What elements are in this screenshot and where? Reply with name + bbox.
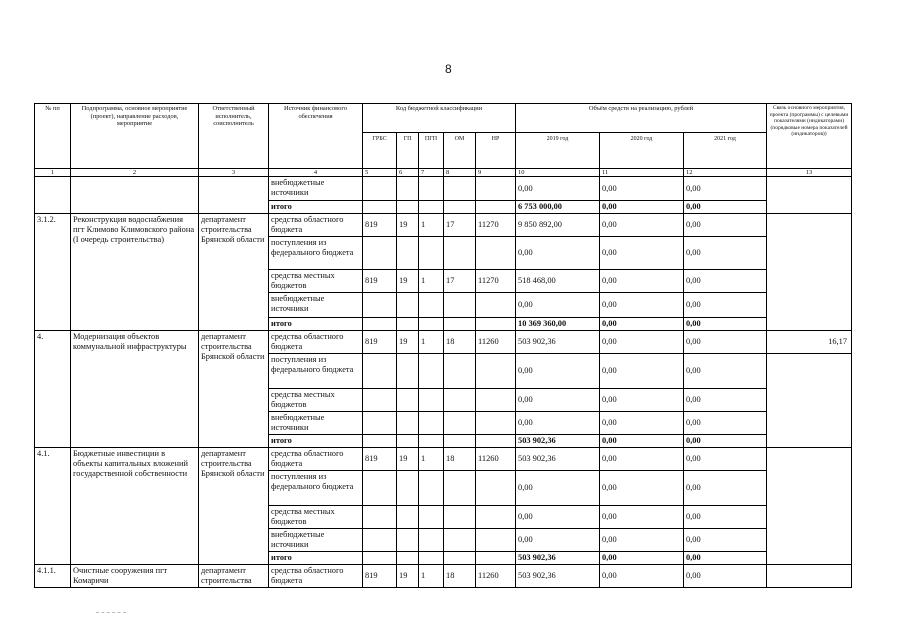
table-row-total: итого 503 902,36 0,00 0,00 — [35, 435, 852, 448]
row-name: Очистные сооружения пгт Комаричи — [71, 565, 199, 588]
index-cell: 9 — [476, 169, 516, 177]
table-row: 4.1. Бюджетные инвестиции в объекты капитальных вложений государственной собственности департамент строительства Брянской области средства областного бюджета 819 19 1 18 11260 503 902,36 0,00 0,00 — [35, 448, 852, 471]
table-row: средства местных бюджетов 819 19 1 17 11270 518 468,00 0,00 0,00 — [35, 270, 852, 293]
header-program: Подпрограмма, основное мероприятие (проект), направление расходов, мероприятие — [71, 104, 199, 169]
table-row: поступления из федерального бюджета 0,00 0,00 0,00 — [35, 237, 852, 270]
table-row: внебюджетные источники 0,00 0,00 0,00 — [35, 177, 852, 201]
header-grbs: ГРБС — [363, 133, 397, 169]
table-row-total: итого 10 369 360,00 0,00 0,00 — [35, 318, 852, 331]
header-executor: Ответственный исполнитель, соисполнитель — [199, 104, 269, 169]
table-row-total: итого 503 902,36 0,00 0,00 — [35, 552, 852, 565]
index-cell: 1 — [35, 169, 71, 177]
index-cell: 12 — [684, 169, 767, 177]
index-cell: 4 — [269, 169, 363, 177]
table-row: средства местных бюджетов 0,00 0,00 0,00 — [35, 506, 852, 529]
table-row: поступления из федерального бюджета 0,00 0,00 0,00 — [35, 354, 852, 389]
header-om: ОМ — [444, 133, 476, 169]
source-label: внебюджетные источники — [269, 177, 363, 201]
row-executor: департамент строительства Брянской области — [199, 214, 269, 331]
row-name: Реконструкция водоснабжения пгт Климово Климовского района (I очередь строительства) — [71, 214, 199, 331]
row-executor: департамент строительства Брянской области — [199, 448, 269, 565]
row-name: Бюджетные инвестиции в объекты капитальных вложений государственной собственности — [71, 448, 199, 565]
header-nr: НР — [476, 133, 516, 169]
table-row: 4.1.1. Очистные сооружения пгт Комаричи департамент строительства средства областного бюджета 819 19 1 18 11260 503 902,36 0,00 0,00 — [35, 565, 852, 588]
row-name: Модернизация объектов коммунальной инфраструктуры — [71, 331, 199, 448]
row-number: 4. — [35, 331, 71, 448]
table-row: поступления из федерального бюджета 0,00 0,00 0,00 — [35, 471, 852, 506]
row-executor: департамент строительства Брянской области — [199, 331, 269, 448]
budget-table — [34, 103, 852, 588]
index-cell: 10 — [516, 169, 600, 177]
table-row-total: итого 6 753 000,00 0,00 0,00 — [35, 201, 852, 214]
header-2021: 2021 год — [684, 133, 767, 169]
row-number: 3.1.2. — [35, 214, 71, 331]
table-row: 4. Модернизация объектов коммунальной инфраструктуры департамент строительства Брянской области средства областного бюджета 819 19 1 18 11260 503 902,36 0,00 0,00 16,17 — [35, 331, 852, 354]
header-gp: ГП — [397, 133, 419, 169]
table-row: внебюджетные источники 0,00 0,00 0,00 — [35, 293, 852, 318]
index-cell: 3 — [199, 169, 269, 177]
header-connection: Связь основного мероприятия, проекта (программы) с целевыми показателями (индикаторами) (порядковые номера показателей (индикаторов)) — [767, 104, 852, 169]
index-cell: 6 — [397, 169, 419, 177]
connection-value: 16,17 — [767, 331, 852, 354]
header-volume: Объём средств на реализацию, рублей — [516, 104, 767, 133]
index-cell: 8 — [444, 169, 476, 177]
table-row: средства местных бюджетов 0,00 0,00 0,00 — [35, 389, 852, 412]
index-row — [35, 169, 852, 177]
index-cell: 5 — [363, 169, 397, 177]
table-row: 3.1.2. Реконструкция водоснабжения пгт Климово Климовского района (I очередь строительства) департамент строительства Брянской области средства областного бюджета 819 19 1 17 11270 9 850 892,00 0,00 0,00 — [35, 214, 852, 237]
table-row: внебюджетные источники 0,00 0,00 0,00 — [35, 412, 852, 435]
scan-mark — [96, 612, 126, 614]
row-executor: департамент строительства — [199, 565, 269, 588]
header-budget-code: Код бюджетной классификации — [363, 104, 516, 133]
index-cell: 13 — [767, 169, 852, 177]
row-number: 4.1. — [35, 448, 71, 565]
header-source: Источник финансового обеспечения — [269, 104, 363, 169]
index-cell: 11 — [600, 169, 684, 177]
header-pgp: ПГП — [419, 133, 444, 169]
page-number: 8 — [445, 62, 452, 76]
header-no: № пп — [35, 104, 71, 169]
header-2019: 2019 год — [516, 133, 600, 169]
header-2020: 2020 год — [600, 133, 684, 169]
index-cell: 2 — [71, 169, 199, 177]
row-number: 4.1.1. — [35, 565, 71, 588]
table-row: внебюджетные источники 0,00 0,00 0,00 — [35, 529, 852, 552]
index-cell: 7 — [419, 169, 444, 177]
